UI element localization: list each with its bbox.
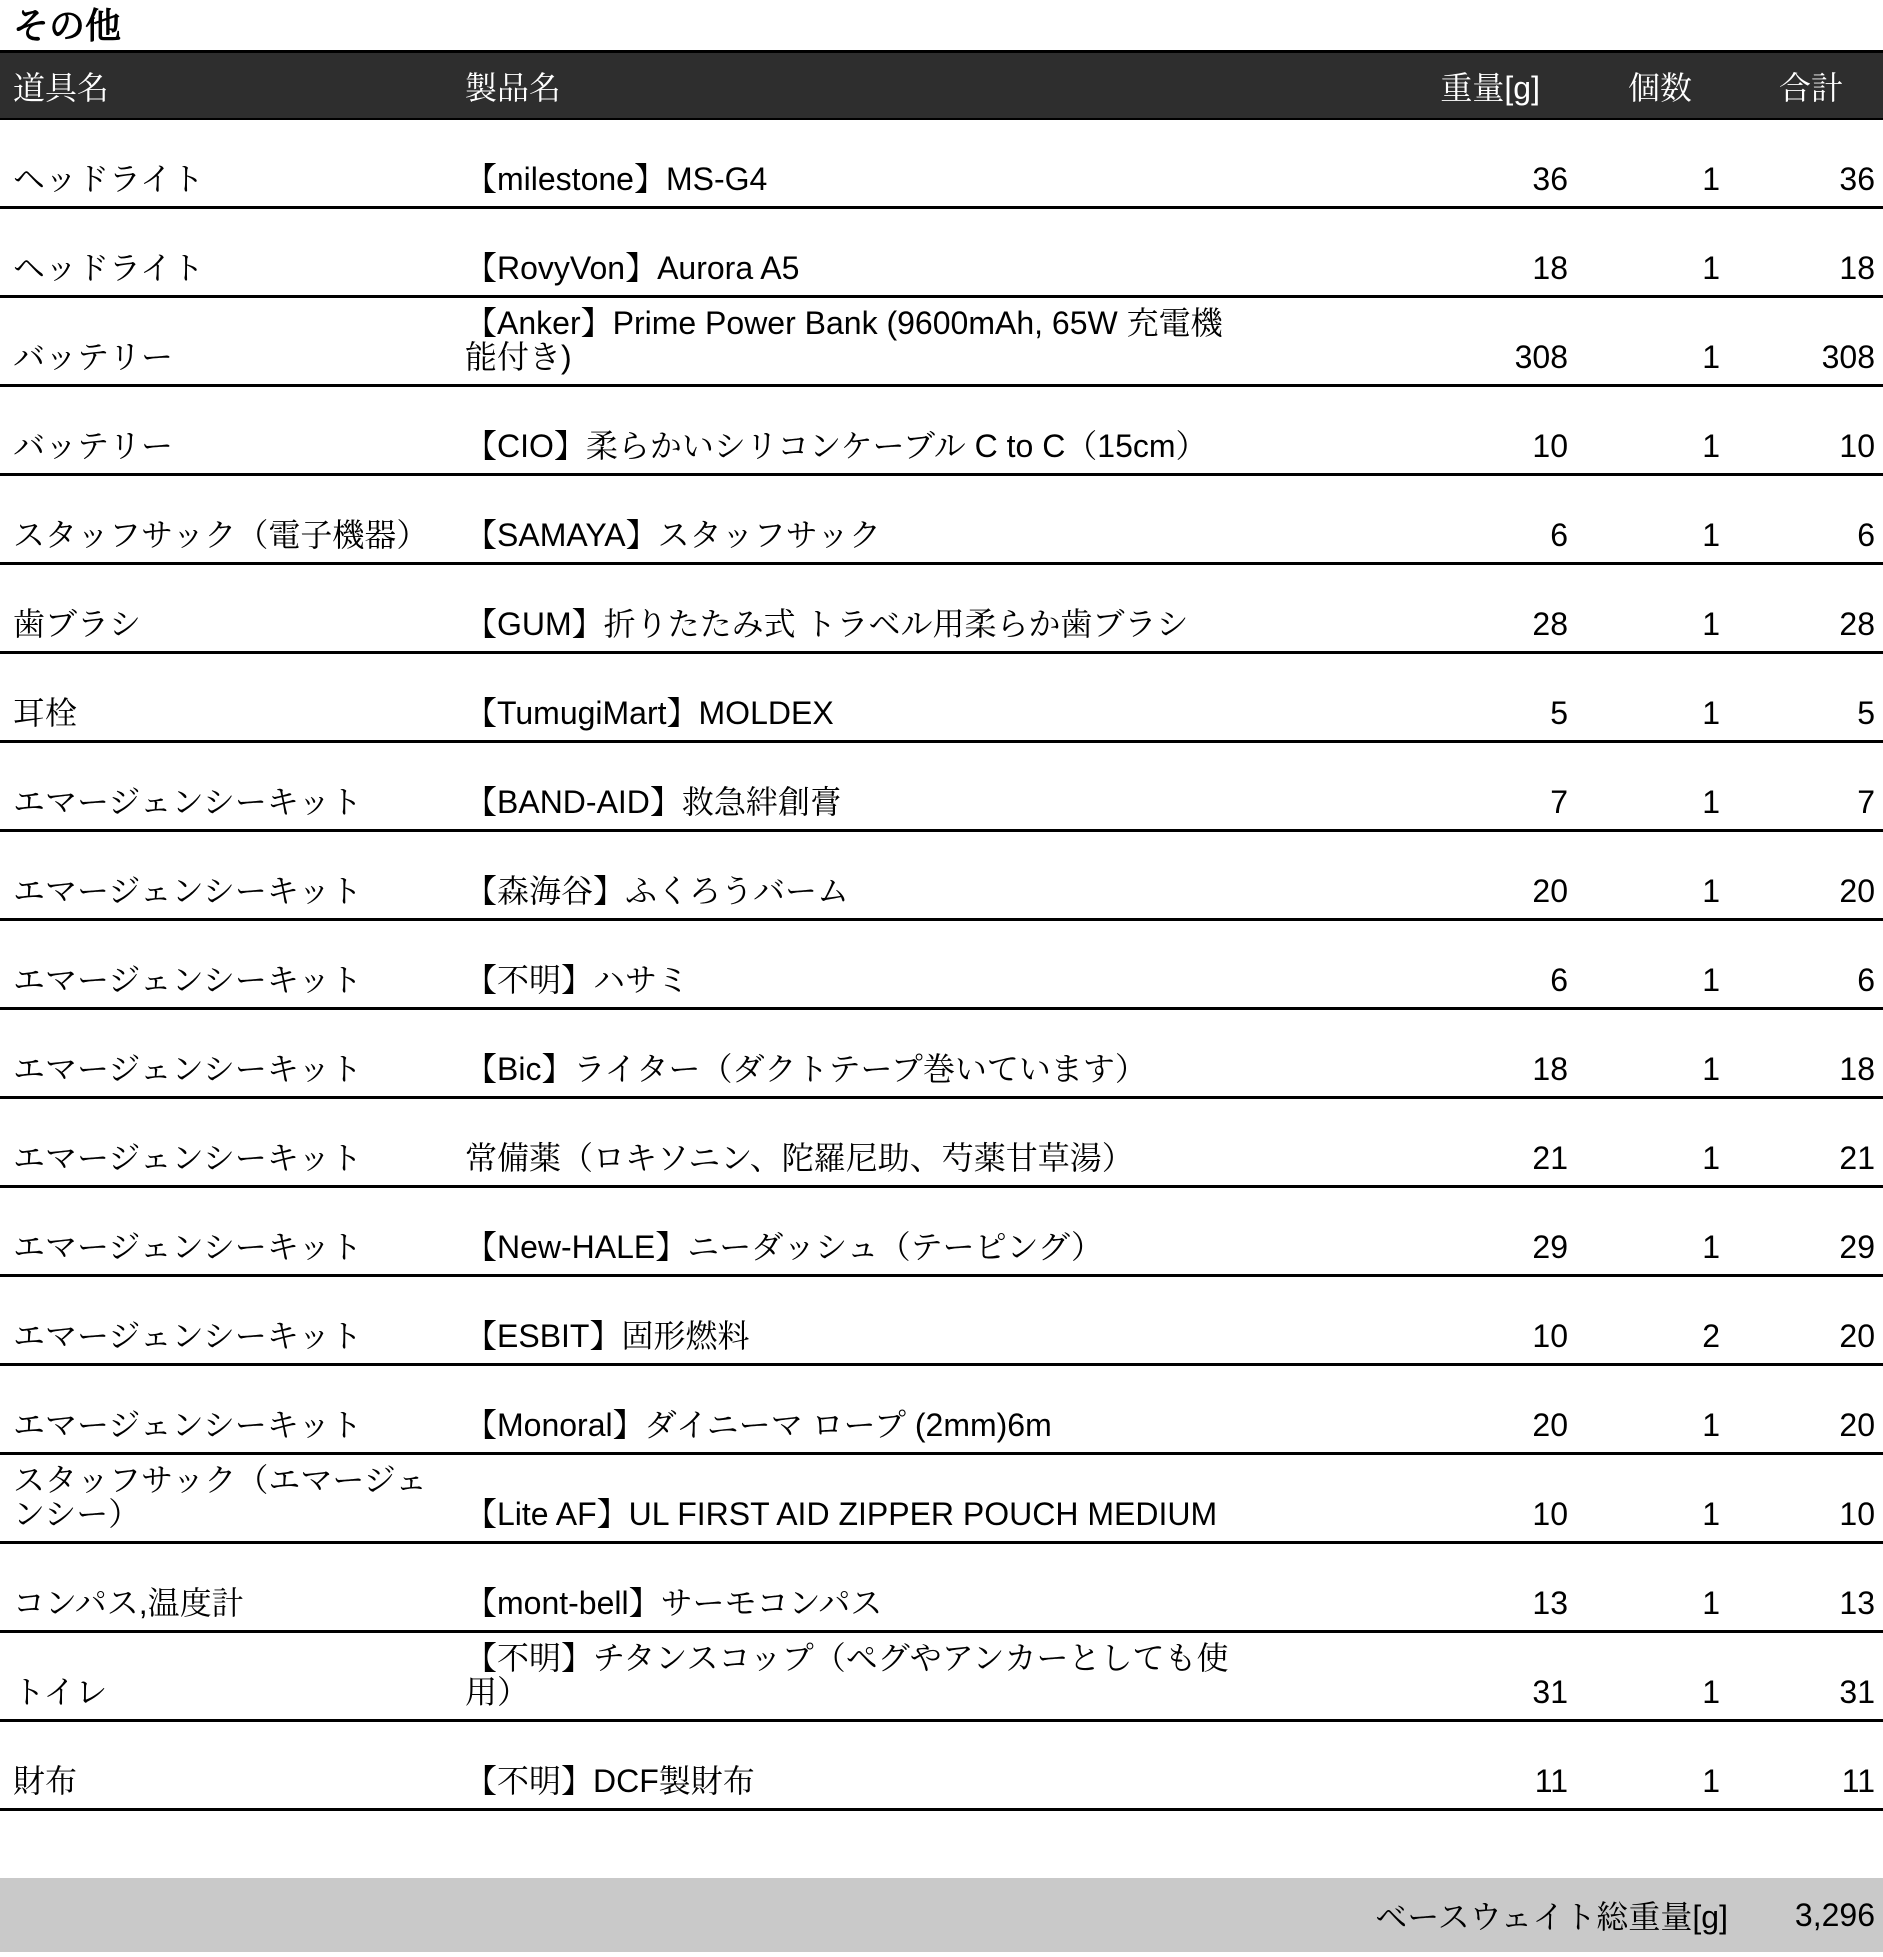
product-cell: 【ESBIT】固形燃料 [465, 1276, 1250, 1365]
total-cell: 7 [1732, 742, 1883, 831]
base-weight-total-label: ベースウェイト総重量[g] [1375, 1899, 1728, 1935]
column-header-product: 製品名 [465, 52, 1250, 120]
tool-cell: エマージェンシーキット [0, 742, 465, 831]
total-cell: 21 [1732, 1098, 1883, 1187]
product-cell: 【森海谷】ふくろうバーム [465, 831, 1250, 920]
table-row [0, 208, 1883, 297]
tool-cell: エマージェンシーキット [0, 1098, 465, 1187]
column-header-weight: 重量[g] [1250, 52, 1580, 120]
tool-cell: バッテリー [0, 297, 465, 386]
tool-cell: 歯ブラシ [0, 564, 465, 653]
tool-cell: バッテリー [0, 386, 465, 475]
tool-cell: ヘッドライト [0, 208, 465, 297]
qty-cell: 1 [1580, 1365, 1732, 1454]
product-cell: 【RovyVon】Aurora A5 [465, 208, 1250, 297]
qty-cell: 1 [1580, 1543, 1732, 1632]
total-cell: 18 [1732, 208, 1883, 297]
table-row [0, 1276, 1883, 1365]
weight-cell: 308 [1250, 297, 1580, 386]
table-row [0, 1454, 1883, 1543]
table-row [0, 1187, 1883, 1276]
product-cell: 【CIO】柔らかいシリコンケーブル C to C（15cm） [465, 386, 1250, 475]
total-cell: 10 [1732, 386, 1883, 475]
table-row [0, 297, 1883, 386]
total-cell: 6 [1732, 475, 1883, 564]
weight-cell: 18 [1250, 1009, 1580, 1098]
weight-cell: 18 [1250, 208, 1580, 297]
total-cell: 20 [1732, 831, 1883, 920]
product-cell: 【不明】チタンスコップ（ペグやアンカーとしても使用） [465, 1632, 1250, 1721]
total-cell: 18 [1732, 1009, 1883, 1098]
product-cell: 【Bic】ライター（ダクトテープ巻いています） [465, 1009, 1250, 1098]
product-cell: 【GUM】折りたたみ式 トラベル用柔らか歯ブラシ [465, 564, 1250, 653]
qty-cell: 1 [1580, 119, 1732, 208]
table-header [0, 52, 1883, 120]
table-body [0, 119, 1883, 1810]
tool-cell: エマージェンシーキット [0, 920, 465, 1009]
base-weight-total-value: 3,296 [1794, 1896, 1875, 1933]
tool-cell: コンパス,温度計 [0, 1543, 465, 1632]
table-row [0, 1721, 1883, 1810]
qty-cell: 1 [1580, 297, 1732, 386]
table-row [0, 742, 1883, 831]
weight-cell: 36 [1250, 119, 1580, 208]
total-cell: 13 [1732, 1543, 1883, 1632]
header-row [0, 52, 1883, 120]
product-cell: 【mont-bell】サーモコンパス [465, 1543, 1250, 1632]
table-row [0, 1365, 1883, 1454]
weight-cell: 5 [1250, 653, 1580, 742]
table-row [0, 831, 1883, 920]
table-row [0, 564, 1883, 653]
product-cell: 【TumugiMart】MOLDEX [465, 653, 1250, 742]
empty-spacer [0, 1811, 1883, 1878]
weight-cell: 31 [1250, 1632, 1580, 1721]
weight-cell: 21 [1250, 1098, 1580, 1187]
table-row [0, 386, 1883, 475]
qty-cell: 1 [1580, 386, 1732, 475]
total-cell: 5 [1732, 653, 1883, 742]
table-row [0, 1098, 1883, 1187]
product-cell: 【SAMAYA】スタッフサック [465, 475, 1250, 564]
tool-cell: トイレ [0, 1632, 465, 1721]
table-row [0, 119, 1883, 208]
total-cell: 10 [1732, 1454, 1883, 1543]
tool-cell: エマージェンシーキット [0, 1187, 465, 1276]
qty-cell: 1 [1580, 564, 1732, 653]
tool-cell: 財布 [0, 1721, 465, 1810]
column-header-total: 合計 [1732, 52, 1883, 120]
table-row [0, 1009, 1883, 1098]
tool-cell: エマージェンシーキット [0, 831, 465, 920]
qty-cell: 1 [1580, 653, 1732, 742]
tool-cell: エマージェンシーキット [0, 1009, 465, 1098]
weight-cell: 10 [1250, 1276, 1580, 1365]
table-row [0, 920, 1883, 1009]
tool-cell: エマージェンシーキット [0, 1365, 465, 1454]
weight-cell: 20 [1250, 1365, 1580, 1454]
total-cell: 20 [1732, 1365, 1883, 1454]
total-cell: 28 [1732, 564, 1883, 653]
base-weight-total-bar [0, 1878, 1883, 1952]
qty-cell: 1 [1580, 1187, 1732, 1276]
page-title: その他 [13, 5, 122, 46]
total-cell: 11 [1732, 1721, 1883, 1810]
weight-cell: 13 [1250, 1543, 1580, 1632]
product-cell: 【不明】DCF製財布 [465, 1721, 1250, 1810]
total-cell: 308 [1732, 297, 1883, 386]
table-row [0, 475, 1883, 564]
weight-cell: 29 [1250, 1187, 1580, 1276]
weight-cell: 11 [1250, 1721, 1580, 1810]
product-cell: 【Lite AF】UL FIRST AID ZIPPER POUCH MEDIUM [465, 1454, 1250, 1543]
qty-cell: 1 [1580, 208, 1732, 297]
tool-cell: スタッフサック（電子機器） [0, 475, 465, 564]
qty-cell: 1 [1580, 920, 1732, 1009]
weight-cell: 10 [1250, 386, 1580, 475]
qty-cell: 1 [1580, 1454, 1732, 1543]
qty-cell: 1 [1580, 1009, 1732, 1098]
weight-cell: 6 [1250, 920, 1580, 1009]
total-cell: 29 [1732, 1187, 1883, 1276]
table-row [0, 653, 1883, 742]
weight-cell: 10 [1250, 1454, 1580, 1543]
qty-cell: 1 [1580, 742, 1732, 831]
gear-table [0, 50, 1883, 1811]
qty-cell: 1 [1580, 831, 1732, 920]
product-cell: 常備薬（ロキソニン、陀羅尼助、芍薬甘草湯） [465, 1098, 1250, 1187]
tool-cell: ヘッドライト [0, 119, 465, 208]
tool-cell: スタッフサック（エマージェンシー） [0, 1454, 465, 1543]
qty-cell: 1 [1580, 1721, 1732, 1810]
weight-cell: 20 [1250, 831, 1580, 920]
column-header-qty: 個数 [1580, 52, 1732, 120]
weight-cell: 7 [1250, 742, 1580, 831]
table-row [0, 1632, 1883, 1721]
product-cell: 【milestone】MS-G4 [465, 119, 1250, 208]
column-header-tool: 道具名 [0, 52, 465, 120]
tool-cell: エマージェンシーキット [0, 1276, 465, 1365]
total-cell: 36 [1732, 119, 1883, 208]
weight-cell: 6 [1250, 475, 1580, 564]
tool-cell: 耳栓 [0, 653, 465, 742]
qty-cell: 2 [1580, 1276, 1732, 1365]
qty-cell: 1 [1580, 475, 1732, 564]
weight-cell: 28 [1250, 564, 1580, 653]
qty-cell: 1 [1580, 1632, 1732, 1721]
total-cell: 20 [1732, 1276, 1883, 1365]
product-cell: 【New-HALE】ニーダッシュ（テーピング） [465, 1187, 1250, 1276]
product-cell: 【BAND-AID】救急絆創膏 [465, 742, 1250, 831]
qty-cell: 1 [1580, 1098, 1732, 1187]
total-cell: 6 [1732, 920, 1883, 1009]
total-cell: 31 [1732, 1632, 1883, 1721]
table-row [0, 1543, 1883, 1632]
product-cell: 【不明】ハサミ [465, 920, 1250, 1009]
product-cell: 【Monoral】ダイニーマ ロープ (2mm)6m [465, 1365, 1250, 1454]
product-cell: 【Anker】Prime Power Bank (9600mAh, 65W 充電機能付き) [465, 297, 1250, 386]
